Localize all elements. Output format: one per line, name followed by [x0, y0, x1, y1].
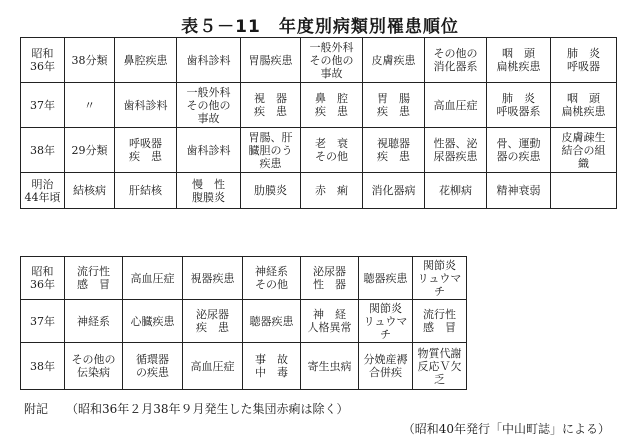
table-cell: 神経系 その他 — [243, 257, 301, 300]
table-cell: 寄生虫病 — [301, 343, 359, 390]
table-cell: 心臓疾患 — [123, 300, 183, 343]
table-cell: 歯科診料 — [177, 38, 241, 83]
table-cell: 肺 炎 呼吸器系 — [487, 83, 551, 128]
table-cell: 肝結核 — [115, 173, 177, 209]
table-cell: 事 故 中 毒 — [243, 343, 301, 390]
table-cell: 花柳病 — [425, 173, 487, 209]
table-cell: 高血圧症 — [425, 83, 487, 128]
table-cell: 老 衰 その他 — [301, 128, 363, 173]
year-cell: 明治 44年頃 — [21, 173, 65, 209]
table-cell: 慢 性 腹膜炎 — [177, 173, 241, 209]
morbidity-ranking-table-1 — [20, 37, 617, 209]
footnote-label: 附記 — [24, 402, 49, 416]
table-cell: 歯科診料 — [115, 83, 177, 128]
table-cell: 鼻腔疾患 — [115, 38, 177, 83]
table-cell: 精神衰弱 — [487, 173, 551, 209]
year-cell: 37年 — [21, 300, 65, 343]
source-note: （昭和40年発行「中山町誌」による） — [402, 422, 610, 436]
table-cell: 皮膚疾患 — [363, 38, 425, 83]
table-cell: 一般外科 その他の 事故 — [177, 83, 241, 128]
table-cell: 一般外科 その他の 事故 — [301, 38, 363, 83]
table-cell: 流行性 感 冒 — [413, 300, 467, 343]
table-cell: 鼻 腔 疾 患 — [301, 83, 363, 128]
table-cell: 泌尿器 疾 患 — [183, 300, 243, 343]
table-cell: 高血圧症 — [183, 343, 243, 390]
table-cell: 赤 痢 — [301, 173, 363, 209]
table-cell: 聴器疾患 — [243, 300, 301, 343]
table-cell: 物質代謝 反応Ｖ欠 乏 — [413, 343, 467, 390]
table-cell: 流行性 感 冒 — [65, 257, 123, 300]
page-title: 表５－11 年度別病類別罹患順位 — [181, 17, 459, 37]
table-row — [21, 83, 617, 128]
footnote-text: （昭和36年２月38年９月発生した集団赤痢は除く） — [66, 402, 349, 416]
table-row — [21, 343, 467, 390]
table-cell: その他の 伝染病 — [65, 343, 123, 390]
table-cell: 視器疾患 — [183, 257, 243, 300]
table-cell: 38分類 — [65, 38, 115, 83]
table-cell: 29分類 — [65, 128, 115, 173]
table-cell: 分娩産褥 合併疾 — [359, 343, 413, 390]
table-row — [21, 128, 617, 173]
table-cell: 咽 頭 扁桃疾患 — [487, 38, 551, 83]
table-cell: 胃腸、肝 臓胆のう 疾患 — [241, 128, 301, 173]
table-cell: 皮膚疎生 結合の組 織 — [551, 128, 617, 173]
table-row — [21, 38, 617, 83]
table-cell: 神経系 — [65, 300, 123, 343]
table-cell: 肺 炎 呼吸器 — [551, 38, 617, 83]
table-cell: 視 器 疾 患 — [241, 83, 301, 128]
table-cell: 肋膜炎 — [241, 173, 301, 209]
table-row — [21, 300, 467, 343]
table-cell: 視聴器 疾 患 — [363, 128, 425, 173]
footnote — [24, 400, 349, 417]
table-cell: 呼吸器 疾 患 — [115, 128, 177, 173]
table-cell: 胃腸疾患 — [241, 38, 301, 83]
table-cell: 性器、泌 尿器疾患 — [425, 128, 487, 173]
table-cell: 結核病 — [65, 173, 115, 209]
morbidity-ranking-table-2 — [20, 256, 467, 390]
table-cell: 〃 — [65, 83, 115, 128]
table-cell: その他の 消化器系 — [425, 38, 487, 83]
year-cell: 38年 — [21, 128, 65, 173]
year-cell: 昭和 36年 — [21, 38, 65, 83]
table-row — [21, 257, 467, 300]
table-cell — [551, 173, 617, 209]
year-cell: 昭和 36年 — [21, 257, 65, 300]
table-cell: 神 経 人格異常 — [301, 300, 359, 343]
table-cell: 循環器 の疾患 — [123, 343, 183, 390]
table-cell: 消化器病 — [363, 173, 425, 209]
table-cell: 関節炎 リュウマチ — [413, 257, 467, 300]
table-cell: 胃 腸 疾 患 — [363, 83, 425, 128]
table-cell: 骨、運動 器の疾患 — [487, 128, 551, 173]
table-cell: 泌尿器 性 器 — [301, 257, 359, 300]
table-cell: 高血圧症 — [123, 257, 183, 300]
year-cell: 38年 — [21, 343, 65, 390]
table-cell: 咽 頭 扁桃疾患 — [551, 83, 617, 128]
table-cell: 聴器疾患 — [359, 257, 413, 300]
table-cell: 歯科診料 — [177, 128, 241, 173]
table-row — [21, 173, 617, 209]
year-cell: 37年 — [21, 83, 65, 128]
table-cell: 関節炎 リュウマチ — [359, 300, 413, 343]
